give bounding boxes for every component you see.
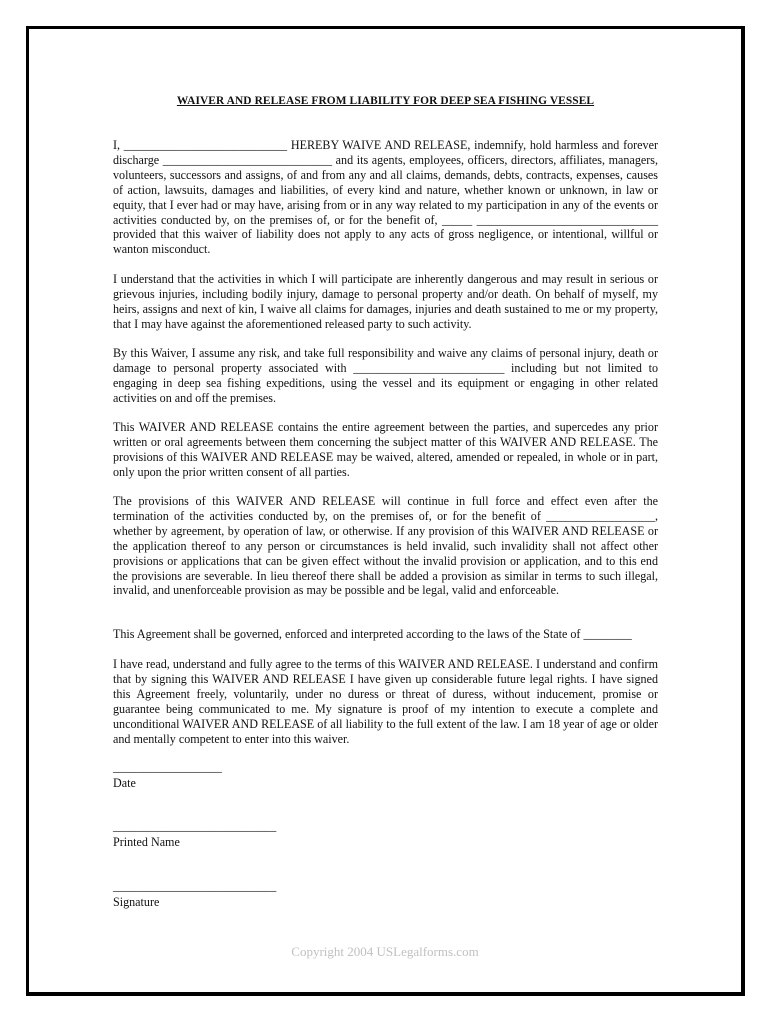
paragraph-inherent-danger: I understand that the activities in which I will participate are inherently dangerous and may result in serious or grievous injuries, including bodily injury, damage to personal property and/or death. On behalf of myself, my heirs, assigns and next of kin, I waive all claims for damages, injuries and death sustained to me or my property, that I may have against the aforementioned released party to such activity.	[113, 272, 658, 331]
printed-name-label: Printed Name	[113, 835, 180, 849]
date-line[interactable]: __________________	[113, 760, 222, 774]
date-label: Date	[113, 776, 136, 790]
waiver-paragraph-release: I, ___________________________ HEREBY WAIVE AND RELEASE, indemnify, hold harmless and forever discharge ____________________________ and its agents, employees, officers, directors, affiliates, managers, volunteers, successors and assigns, of and from any and all claims, demands, debts, contracts, expenses, causes of action, lawsuits, damages and liabilities, of every kind and nature, whether known or unknown, in law or equity, that I ever had or may have, arising from or in any way related to my participation in any of the events or activities conducted by, on the premises of, or for the benefit of, _____ ______________________________ provided that this waiver of liability does not apply to any acts of gross negligence, or intentional, willful or wanton misconduct.	[113, 138, 658, 257]
document-title: WAIVER AND RELEASE FROM LIABILITY FOR DEEP SEA FISHING VESSEL	[176, 95, 595, 107]
date-field[interactable]	[113, 760, 222, 790]
printed-name-line[interactable]: ___________________________	[113, 819, 277, 833]
paragraph-assumption-of-risk: By this Waiver, I assume any risk, and take full responsibility and waive any claims of personal injury, death or damage to personal property associated with _________________________ including but not limited to engaging in deep sea fishing expeditions, using the vessel and its equipment or engaging in other related activities on and off the premises.	[113, 346, 658, 405]
signature-line[interactable]: ___________________________	[113, 879, 277, 893]
signature-label: Signature	[113, 895, 160, 909]
signature-field[interactable]	[113, 879, 276, 909]
paragraph-acknowledgement: I have read, understand and fully agree to the terms of this WAIVER AND RELEASE. I understand and confirm that by signing this WAIVER AND RELEASE I have given up considerable future legal rights. I have signed this Agreement freely, voluntarily, under no duress or threat of duress, without inducement, promise or guarantee being communicated to me. My signature is proof of my intention to execute a complete and unconditional WAIVER AND RELEASE of all liability to the full extent of the law. I am 18 year of age or older and mentally competent to enter into this waiver.	[113, 657, 658, 746]
printed-name-field[interactable]	[113, 819, 276, 849]
copyright-notice: Copyright 2004 USLegalforms.com	[291, 944, 479, 959]
paragraph-governing-law: This Agreement shall be governed, enforced and interpreted according to the laws of the State of ________	[113, 627, 632, 641]
paragraph-entire-agreement: This WAIVER AND RELEASE contains the entire agreement between the parties, and supercedes any prior written or oral agreements between them concerning the subject matter of this WAIVER AND RELEASE. The provisions of this WAIVER AND RELEASE may be waived, altered, amended or repealed, in whole or in part, only upon the prior written consent of all parties.	[113, 420, 658, 479]
paragraph-severability: The provisions of this WAIVER AND RELEASE will continue in full force and effect even after the termination of the activities conducted by, on the premises of, or for the benefit of __________________, whether by agreement, by operation of law, or otherwise. If any provision of this WAIVER AND RELEASE or the application thereof to any person or circumstances is held invalid, such invalidity shall not affect other provisions or applications that can be given effect without the invalid provision or application, and to this end the provisions are severable. In lieu thereof there shall be added a provision as similar in terms to such illegal, invalid, and unenforceable provision as may be possible and be legal, valid and enforceable.	[113, 494, 658, 598]
